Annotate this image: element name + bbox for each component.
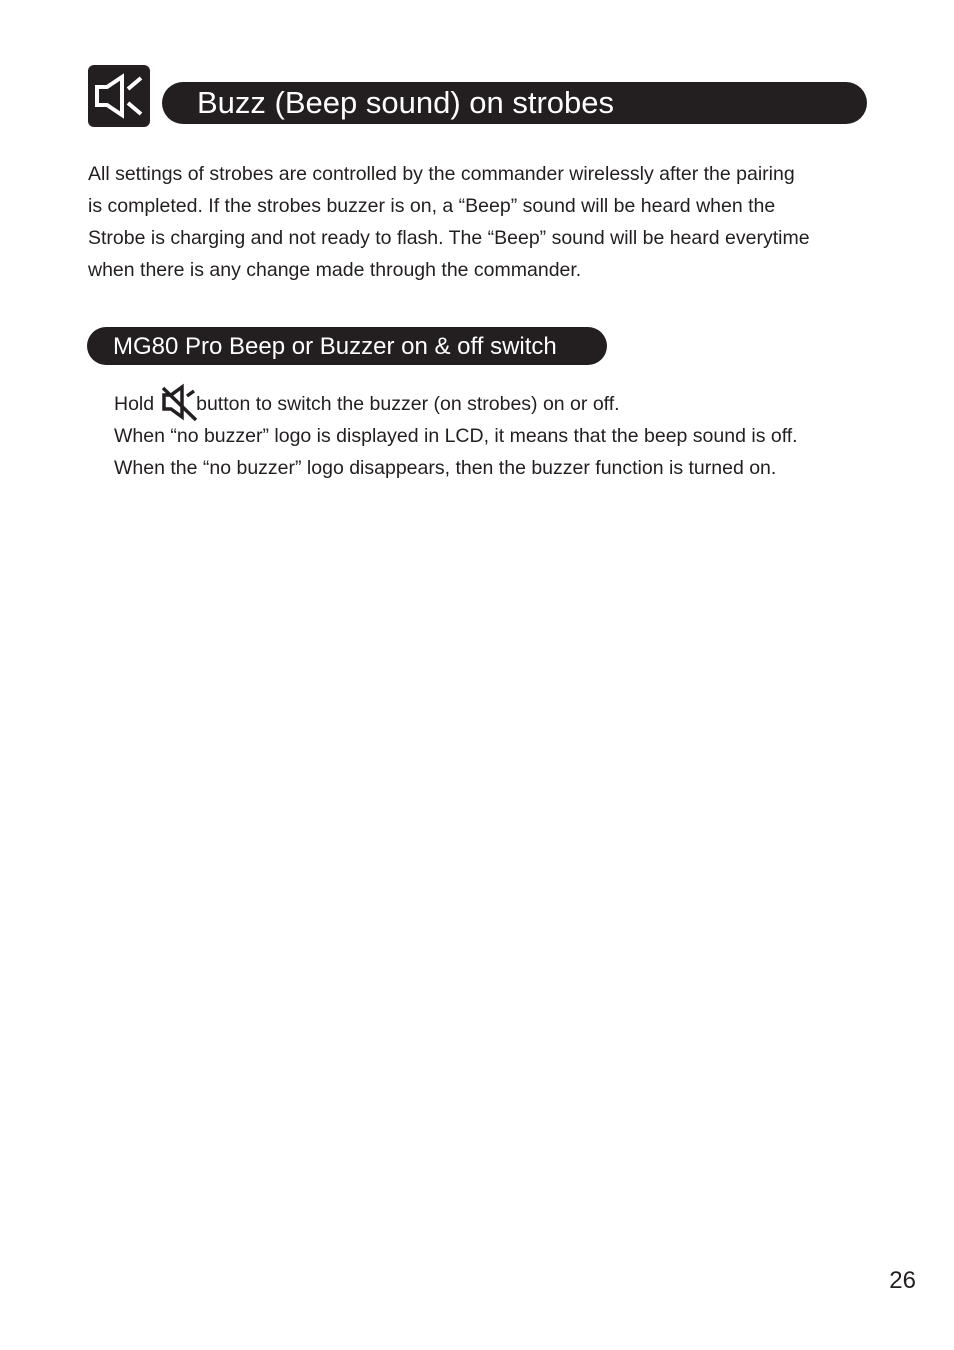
speaker-buzzer-icon [88, 65, 150, 127]
instruction-line-hold [114, 388, 914, 420]
buzzer-mute-icon-graphic [160, 382, 200, 422]
intro-paragraph [88, 158, 878, 286]
intro-line: when there is any change made through the commander. [88, 259, 582, 281]
intro-line: is completed. If the strobes buzzer is on, a “Beep” sound will be heard when the [88, 195, 776, 217]
hold-prefix: Hold [114, 393, 155, 415]
intro-line: All settings of strobes are controlled by the commander wirelessly after the pairing [88, 163, 795, 185]
intro-line: Strobe is charging and not ready to flash. The “Beep” sound will be heard everytime [88, 227, 810, 249]
instruction-line: When the “no buzzer” logo disappears, then the buzzer function is turned on. [114, 457, 777, 479]
hold-suffix: button to switch the buzzer (on strobes) on or off. [196, 393, 620, 415]
section-header-banner [162, 82, 867, 124]
instruction-line: When “no buzzer” logo is displayed in LCD, it means that the beep sound is off. [114, 425, 798, 447]
subsection-banner [87, 327, 607, 365]
page-title: Buzz (Beep sound) on strobes [197, 85, 615, 120]
buzzer-mute-icon [154, 388, 196, 420]
speaker-buzzer-icon-graphic [88, 65, 150, 127]
subsection-title: MG80 Pro Beep or Buzzer on & off switch [113, 333, 557, 360]
page-number: 26 [889, 1267, 916, 1294]
instructions [114, 388, 914, 484]
